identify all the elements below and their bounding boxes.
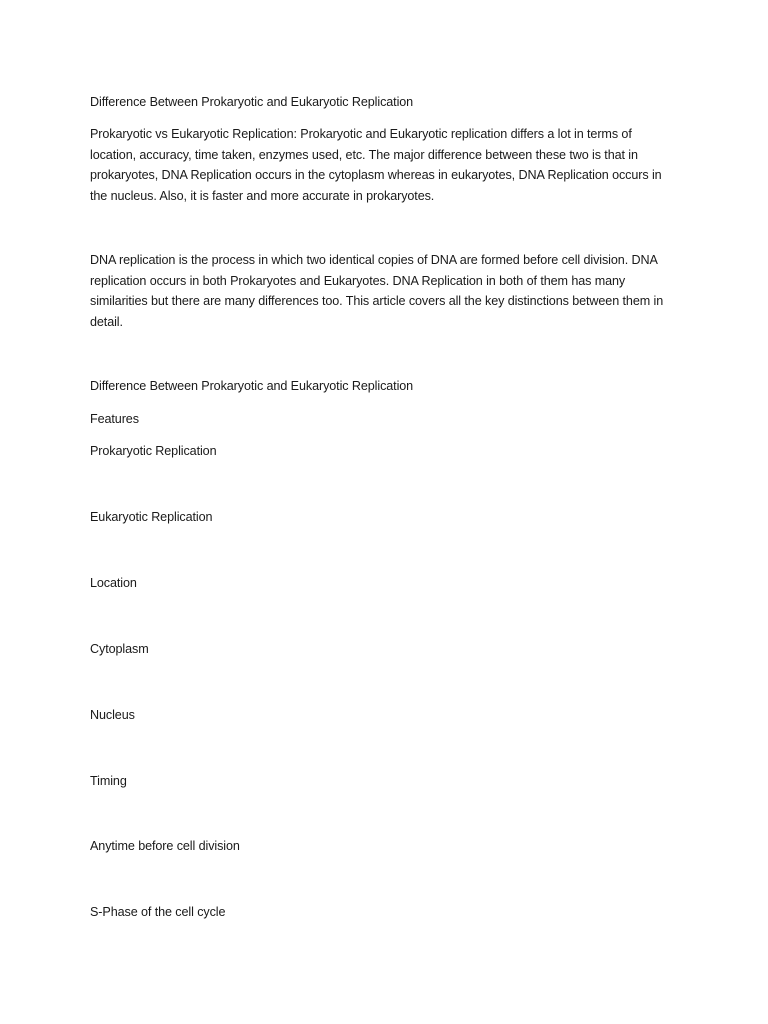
table-item-features: Features [90,412,139,426]
table-item-timing: Timing [90,774,127,788]
table-item-location: Location [90,576,137,590]
table-item-s-phase: S-Phase of the cell cycle [90,905,226,919]
document-title: Difference Between Prokaryotic and Eukaryotic Replication [90,95,414,109]
table-item-nucleus: Nucleus [90,708,135,722]
table-item-anytime-before-cell-division: Anytime before cell division [90,839,240,853]
intro-paragraph: Prokaryotic vs Eukaryotic Replication: Prokaryotic and Eukaryotic replication differs a lot in terms of location, accuracy, time taken, enzymes used, etc. The major difference between these two is that in prokaryotes, DNA Replication occurs in the cytoplasm whereas in eukaryotes, DNA Replication occurs in the nucleus. Also, it is faster and more accurate in prokaryotes. [90,127,662,203]
definition-paragraph: DNA replication is the process in which two identical copies of DNA are formed before cell division. DNA replication occurs in both Prokaryotes and Eukaryotes. DNA Replication in both of them has many similarities but there are many differences too. This article covers all the key distinctions between them in detail. [90,253,664,329]
table-item-prokaryotic-replication: Prokaryotic Replication [90,444,217,458]
table-item-eukaryotic-replication: Eukaryotic Replication [90,510,213,524]
table-heading: Difference Between Prokaryotic and Eukaryotic Replication [90,379,414,393]
table-item-cytoplasm: Cytoplasm [90,642,149,656]
